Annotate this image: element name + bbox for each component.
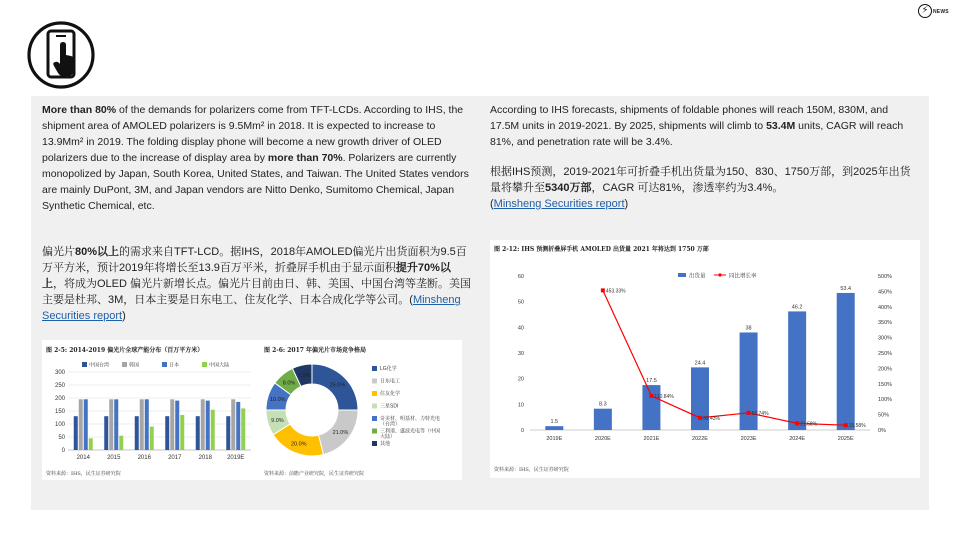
news-logo-text: NEWS	[933, 9, 949, 15]
chart-market-pie	[262, 354, 460, 466]
y-tick-label: 40	[517, 325, 524, 332]
x-tick-label: 2016	[137, 455, 151, 461]
x-tick-label: 2022E	[692, 436, 708, 442]
bar	[165, 416, 169, 450]
legend-swatch	[372, 429, 377, 434]
y2-tick-label: 0%	[878, 428, 886, 434]
chart-capacity-bar	[46, 354, 258, 466]
bar	[84, 399, 88, 450]
legend-label: 日东电工	[380, 378, 401, 385]
x-tick-label: 2021E	[643, 436, 660, 442]
growth-point	[747, 411, 751, 415]
y-tick-label: 50	[58, 435, 65, 441]
chinese-paragraph-foldables: 根据IHS预测，2019-2021年可折叠手机出货量为150、830、1750万部，到2025年出货量将攀升至5340万部，CAGR 可达81%，渗透率约为3.4%。 (Minsheng Securities report)	[490, 166, 911, 210]
y-tick-label: 100	[54, 422, 65, 428]
growth-point	[844, 423, 848, 427]
y2-tick-label: 200%	[878, 366, 893, 373]
y2-tick-label: 400%	[878, 304, 893, 311]
bar	[594, 409, 612, 430]
growth-point	[601, 288, 605, 292]
x-tick-label: 2019E	[227, 455, 245, 461]
legend-swatch	[372, 366, 377, 371]
pie-data-label: 9.0%	[271, 418, 284, 425]
legend-swatch	[372, 379, 377, 384]
bar-data-label: 24.4	[694, 360, 706, 367]
bar	[201, 399, 205, 450]
bar-data-label: 38	[745, 325, 752, 332]
minsheng-report-link-right[interactable]: Minsheng Securities report	[493, 198, 625, 210]
y2-tick-label: 100%	[878, 397, 893, 404]
fig212-title: 图 2-12: IHS 预测折叠屏手机 AMOLED 出货量 2021 年将达到 1750 万部	[494, 246, 709, 253]
bar	[196, 416, 200, 450]
bar-data-label: 1.5	[550, 419, 559, 426]
y2-tick-label: 150%	[878, 381, 893, 388]
x-tick-label: 2025E	[837, 436, 854, 442]
pie-data-label: 7.0%	[297, 372, 311, 379]
y-tick-label: 200	[54, 396, 65, 402]
bar-data-label: 53.4	[840, 285, 852, 292]
legend-label-cont: （台湾）	[380, 421, 401, 428]
x-tick-label: 2018	[198, 455, 212, 461]
pie-data-label: 20.0%	[290, 441, 307, 448]
pie-data-label: 21.0%	[332, 430, 349, 437]
y-tick-label: 0	[61, 448, 65, 454]
pie-data-label: 25.0%	[329, 382, 346, 389]
growth-data-label: 55.74%	[751, 410, 769, 417]
bar	[211, 410, 215, 450]
y-tick-label: 10	[517, 402, 524, 409]
pie-data-label: 10.0%	[269, 396, 286, 403]
bar	[206, 401, 210, 450]
english-paragraph-foldables: According to IHS forecasts, shipments of foldable phones will reach 150M, 830M, and 17.5M units in 2019-2021. By 2025, shipments will climb to 53.4M units, CAGR will reach 81%, and penetration rate will be 3.4%.	[490, 104, 904, 148]
smartphone-touch-icon	[27, 15, 95, 95]
legend-label: 三星SDI	[380, 403, 399, 410]
bar	[140, 399, 144, 450]
legend-label: 中国大陆	[209, 362, 230, 369]
bar	[226, 416, 230, 450]
x-tick-label: 2020E	[594, 436, 611, 442]
x-tick-label: 2019E	[546, 436, 563, 442]
pie-data-label: 8.0%	[282, 380, 296, 387]
legend-swatch	[122, 362, 127, 367]
growth-data-label: 39.43%	[703, 415, 720, 422]
legend-swatch	[82, 362, 87, 367]
bar	[74, 416, 78, 450]
y-tick-label: 30	[517, 351, 524, 357]
english-paragraph-polarizers: More than 80% of the demands for polarizers come from TFT-LCDs. According to IHS, the shipment area of AMOLED polarizers is 9.5Mm² in 2018. It is expected to increase to 13.9Mm² in 2019. The folding display phone will become a new growth driver of OLED polarizers due to the increase of display area by more than 70%. Polarizers are currently monopolized by Japan, South Korea, United States, and Taiwan. The United States vendors are mainly DuPont, 3M, and Japan vendors are Nitto Denko, Sumitomo Chemical, Japan Synthetic Chemical, etc.	[42, 104, 469, 212]
bar	[135, 416, 139, 450]
bar-data-label: 17.5	[646, 378, 657, 385]
bar	[119, 436, 123, 450]
legend-label: LG化学	[380, 366, 397, 372]
bar-data-label: 46.2	[791, 304, 803, 311]
growth-point	[795, 421, 799, 425]
bar	[114, 399, 118, 450]
x-tick-label: 2014	[76, 455, 90, 461]
fig26-title: 图 2-6: 2017 年偏光片市场竞争格局	[264, 347, 367, 354]
legend-label: 其他	[380, 441, 391, 447]
bar	[231, 399, 235, 450]
y2-tick-label: 350%	[878, 320, 893, 327]
minsheng-report-link-left[interactable]: Minsheng Securities report	[42, 294, 461, 322]
legend-swatch	[372, 404, 377, 409]
bar-data-label: 8.3	[599, 401, 607, 408]
legend-swatch-shipments	[678, 273, 686, 277]
growth-data-label: 21.58%	[800, 421, 818, 428]
growth-point	[649, 394, 653, 398]
x-tick-label: 2024E	[789, 436, 806, 442]
legend-swatch	[372, 441, 377, 446]
growth-point	[698, 416, 702, 420]
y2-tick-label: 250%	[878, 351, 893, 357]
legend-label-growth: 同比增长率	[729, 273, 757, 280]
chart-foldable-shipments	[492, 258, 918, 450]
legend-label: 韩国	[129, 362, 140, 369]
news-logo	[918, 4, 954, 20]
bar	[109, 399, 113, 450]
y2-tick-label: 50%	[878, 412, 890, 419]
bar	[89, 438, 93, 450]
y2-tick-label: 500%	[878, 274, 893, 280]
y2-tick-label: 300%	[878, 335, 893, 342]
bar	[104, 416, 108, 450]
y-tick-label: 20	[517, 376, 524, 383]
bar	[642, 385, 660, 430]
legend-swatch	[372, 391, 377, 396]
legend-label: 日本	[169, 362, 180, 369]
legend-label-shipments: 出货量	[689, 273, 706, 280]
legend-marker-growth	[718, 273, 721, 276]
legend-label-cont: 大陆）	[380, 434, 396, 440]
legend-label: 三利谱、盛波光电等（中国	[380, 428, 441, 435]
y-tick-label: 150	[54, 409, 65, 415]
growth-data-label: 453.33%	[605, 288, 626, 295]
legend-label: 住友化学	[380, 391, 401, 397]
growth-data-label: 110.84%	[654, 393, 674, 400]
growth-data-label: 15.58%	[848, 423, 866, 430]
fig25-title: 图 2-5: 2014-2019 偏光片全球产能分布（百万平方米）	[46, 347, 204, 354]
bar	[837, 293, 855, 430]
bar	[788, 311, 806, 430]
lightning-icon: ⚡	[918, 4, 932, 18]
legend-label: 奇美材、明基材、力特光电	[380, 416, 441, 422]
legend-swatch	[202, 362, 207, 367]
legend-swatch	[372, 416, 377, 421]
bar	[170, 399, 174, 450]
y-tick-label: 50	[517, 299, 524, 306]
fig25-source: 资料来源：IHS，民生证券研究院	[46, 471, 121, 477]
legend-label: 中国台湾	[89, 362, 110, 369]
x-tick-label: 2017	[168, 455, 182, 461]
bar	[150, 427, 154, 450]
x-tick-label: 2015	[107, 455, 121, 461]
bar	[241, 408, 245, 450]
bar	[545, 426, 563, 430]
chinese-paragraph-polarizers: 偏光片80%以上的需求来自TFT-LCD。据IHS，2018年AMOLED偏光片出货面积为9.5百万平方米，预计2019年将增长至13.9百万平米，折叠屏手机由于显示面积提升70%以上，将成为OLED 偏光片新增长点。偏光片目前由日、韩、美国、中国台湾等垄断。美国主要是杜邦、3M，日本主要是日东电工、住友化学、日本合成化学等公司。(Minsheng Securities report)	[42, 246, 472, 322]
bar	[180, 415, 184, 450]
fig26-source: 资料来源：前瞻产业研究院，民生证券研究院	[264, 471, 365, 477]
y-tick-label: 250	[54, 383, 65, 389]
legend-swatch	[162, 362, 167, 367]
y2-tick-label: 450%	[878, 289, 893, 296]
x-tick-label: 2023E	[740, 436, 757, 442]
y-tick-label: 300	[54, 370, 65, 376]
bar	[79, 399, 83, 450]
growth-line	[603, 290, 846, 428]
bar	[175, 401, 179, 450]
bar	[145, 399, 149, 450]
bar	[236, 402, 240, 450]
y-tick-label: 60	[517, 274, 524, 280]
y-tick-label: 0	[520, 428, 524, 434]
fig212-source: 资料来源：IHS，民生证券研究院	[494, 467, 569, 473]
